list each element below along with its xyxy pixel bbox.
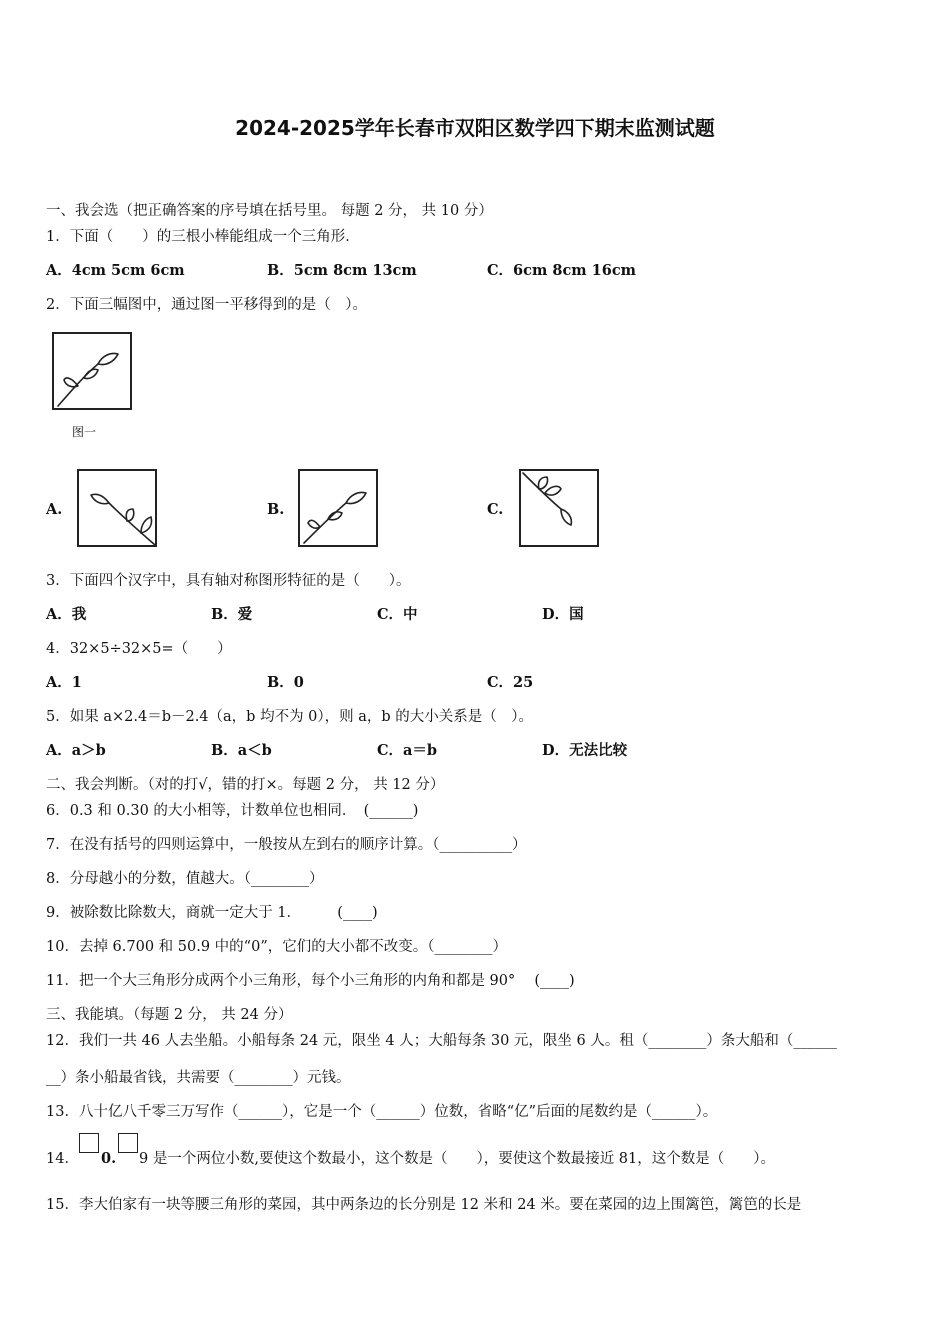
q2-option-a: A. bbox=[46, 501, 63, 518]
q5-option-b: B．a＜b bbox=[211, 742, 272, 759]
figure-one-caption: 图一 bbox=[72, 425, 97, 439]
q2-option-c: C. bbox=[487, 501, 504, 518]
q3-option-a: A．我 bbox=[46, 606, 87, 623]
question-4: 4．32×5÷32×5=（ ） bbox=[46, 641, 232, 657]
question-15: 15．李大伯家有一块等腰三角形的菜园，其中两条边的长分别是 12 米和 24 米。要在菜园的边上围篱笆，篱笆的长是 bbox=[46, 1197, 802, 1213]
blank-box-1[interactable] bbox=[79, 1133, 99, 1153]
question-12-line-1: 12．我们一共 46 人去坐船。小船每条 24 元，限坐 4 人；大船每条 30 元，限坐 6 人。租（________）条大船和（______ bbox=[46, 1033, 837, 1049]
q2-figure-c bbox=[519, 469, 599, 547]
blank-box-2[interactable] bbox=[118, 1133, 138, 1153]
question-3: 3．下面四个汉字中，具有轴对称图形特征的是（ ）。 bbox=[46, 573, 411, 589]
q3-option-d: D．国 bbox=[542, 606, 584, 623]
q5-option-d: D．无法比较 bbox=[542, 742, 628, 759]
question-7: 7．在没有括号的四则运算中，一般按从左到右的顺序计算。（__________） bbox=[46, 837, 527, 853]
q3-option-c: C．中 bbox=[377, 606, 418, 623]
question-12-line-2: __）条小船最省钱，共需要（________）元钱。 bbox=[46, 1070, 351, 1086]
figure-one bbox=[52, 332, 132, 410]
question-1: 1．下面（ ）的三根小棒能组成一个三角形． bbox=[46, 229, 360, 245]
section-1-heading: 一、我会选（把正确答案的序号填在括号里。 每题 2 分， 共 10 分） bbox=[46, 203, 493, 219]
q4-option-a: A．1 bbox=[46, 674, 82, 691]
section-2-heading: 二、我会判断。（对的打√，错的打×。每题 2 分， 共 12 分） bbox=[46, 777, 445, 793]
q5-option-c: C．a＝b bbox=[377, 742, 438, 759]
q1-option-b: B．5cm 8cm 13cm bbox=[267, 262, 417, 279]
q2-figure-b bbox=[298, 469, 378, 547]
question-9: 9．被除数比除数大，商就一定大于 1． (____) bbox=[46, 905, 378, 921]
question-5: 5．如果 a×2.4＝b－2.4（a，b 均不为 0），则 a，b 的大小关系是（ ）。 bbox=[46, 709, 534, 725]
q1-option-c: C．6cm 8cm 16cm bbox=[487, 262, 637, 279]
question-11: 11．把一个大三角形分成两个小三角形，每个小三角形的内角和都是 90° (____) bbox=[46, 973, 575, 989]
q5-option-a: A．a＞b bbox=[46, 742, 106, 759]
question-14-digit: 0. bbox=[101, 1150, 117, 1167]
question-8: 8．分母越小的分数，值越大。（________） bbox=[46, 871, 324, 887]
leaf-branch-drawing bbox=[54, 334, 130, 408]
q1-option-a: A．4cm 5cm 6cm bbox=[46, 262, 185, 279]
question-10: 10．去掉 6.700 和 50.9 中的“0”，它们的大小都不改变。（________） bbox=[46, 939, 507, 955]
q2-figure-a bbox=[77, 469, 157, 547]
q4-option-b: B．0 bbox=[267, 674, 304, 691]
q4-option-c: C．25 bbox=[487, 674, 534, 691]
q3-option-b: B．爱 bbox=[211, 606, 253, 623]
question-14-number: 14． bbox=[46, 1151, 79, 1167]
question-13: 13．八十亿八千零三万写作（______），它是一个（______）位数，省略“亿”后面的尾数约是（______）。 bbox=[46, 1104, 718, 1120]
q2-option-b: B. bbox=[267, 501, 285, 518]
leaf-branch-drawing bbox=[300, 471, 376, 545]
leaf-branch-drawing bbox=[521, 471, 597, 545]
question-2: 2．下面三幅图中，通过图一平移得到的是（ ）。 bbox=[46, 297, 367, 313]
page-title: 2024-2025学年长春市双阳区数学四下期末监测试题 bbox=[235, 116, 715, 140]
question-14-text: 9 是一个两位小数,要使这个数最小，这个数是（ ），要使这个数最接近 81，这个数是（ ）。 bbox=[139, 1151, 775, 1167]
section-3-heading: 三、我能填。（每题 2 分， 共 24 分） bbox=[46, 1007, 293, 1023]
question-6: 6．0.3 和 0.30 的大小相等，计数单位也相同． (______) bbox=[46, 803, 419, 819]
leaf-branch-drawing bbox=[79, 471, 155, 545]
